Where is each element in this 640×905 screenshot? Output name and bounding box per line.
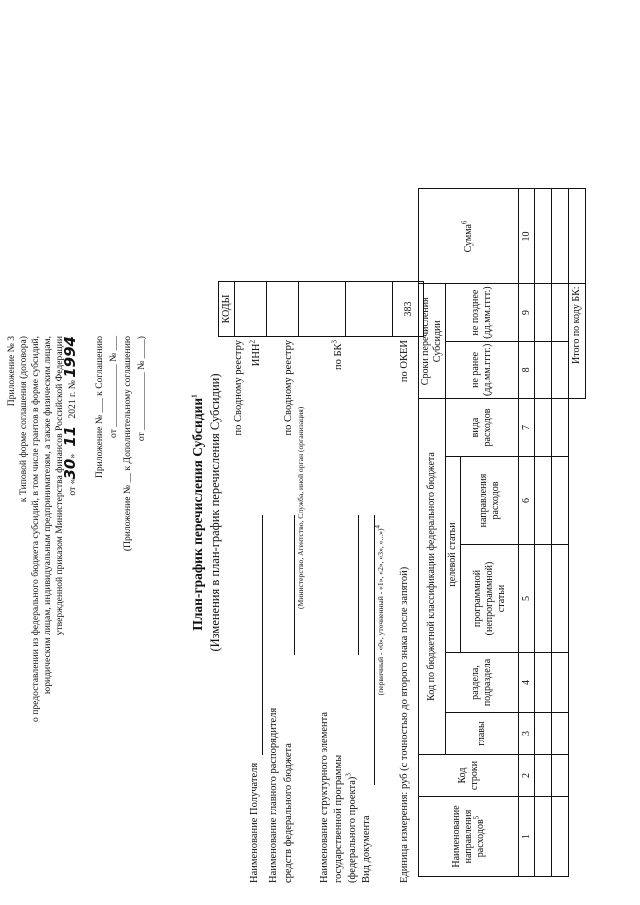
doc-title: План-график перечисления Субсидии$^1$ bbox=[190, 394, 205, 631]
th-program: программной (непрограммной) статьи bbox=[461, 545, 519, 653]
field-element-label-2: государственной программы bbox=[333, 754, 344, 883]
table-row bbox=[535, 189, 552, 877]
table-row bbox=[552, 189, 569, 877]
code-cell-distributor bbox=[299, 282, 346, 337]
field-doctype-label: Вид документа bbox=[361, 815, 372, 883]
th-chapter: главы bbox=[446, 713, 519, 755]
appendix-date: от «30» 11 2021 г. № 1994 bbox=[61, 336, 79, 496]
column-numbers-row: 1 2 3 4 5 6 7 8 9 10 bbox=[519, 189, 535, 877]
attach-line-3: (Приложение № __ к Дополнительному соглашению bbox=[122, 336, 133, 552]
appendix-line-4: юридическим лицам, индивидуальным предпринимателям, а также физическим лицам, bbox=[42, 336, 53, 694]
code-cell-inn bbox=[267, 282, 299, 337]
field-element-label-1: Наименование структурного элемента bbox=[319, 712, 330, 883]
handwritten-day: 30 bbox=[61, 458, 79, 480]
th-terms-group: Сроки перечисления Субсидии bbox=[419, 284, 446, 399]
field-distributor-label-2: средств федерального бюджета bbox=[283, 743, 294, 883]
doc-subtitle: (Изменения в план-график перечисления Субсидии) bbox=[208, 373, 222, 652]
th-section: раздела, подраздела bbox=[446, 653, 519, 713]
th-bk-group: Код по бюджетной классификации федерального бюджета bbox=[419, 399, 446, 755]
appendix-line-5: утвержденной приказом Министерства финансов Российской Федерации bbox=[54, 336, 65, 636]
attach-line-2: от _____________ № ___ bbox=[108, 336, 119, 438]
code-cell-okei: 383 bbox=[393, 282, 424, 337]
th-type: вида расходов bbox=[446, 399, 519, 457]
th-target-group: целевой статьи bbox=[446, 457, 461, 653]
appendix-line-1: Приложение № 3 bbox=[6, 336, 17, 407]
codes-table bbox=[218, 281, 424, 337]
th-direction: направления расходов bbox=[461, 457, 519, 545]
th-name: Наименование направления расходов$^5$ bbox=[419, 797, 519, 877]
field-distributor-label-1: Наименование главного распорядителя bbox=[268, 707, 279, 883]
th-code: Код строки bbox=[419, 755, 519, 797]
total-label: Итого по коду БК: bbox=[569, 284, 586, 399]
th-sum: Сумма$^6$ bbox=[419, 189, 519, 284]
code-cell-bk bbox=[346, 282, 393, 337]
code-cell-recipient bbox=[235, 282, 267, 337]
field-bk: по $БК^3$ bbox=[330, 340, 344, 371]
field-distributor-caption: (Министерство, Агентство, Служба, иной орган (организация) bbox=[296, 406, 305, 609]
field-doctype-caption: (первичный - «0», уточненный - «1», «2», «3», «...»)$^4$ bbox=[373, 525, 385, 696]
field-inn: ИНН$^2$ bbox=[248, 340, 262, 367]
attach-line-1: Приложение № ___ к Соглашению bbox=[94, 336, 105, 479]
attach-line-4: от ____________ № ____) bbox=[136, 336, 147, 442]
field-distributor-right: по Сводному реестру bbox=[283, 340, 294, 436]
th-to: не позднее (дд.мм.гггг.) bbox=[446, 284, 519, 341]
th-from: не ранее (дд.мм.гггг.) bbox=[446, 341, 519, 398]
appendix-line-3: о предоставлении из федерального бюджета субсидий, в том числе грантов в форме субсидий, bbox=[30, 336, 41, 722]
schedule-table bbox=[418, 188, 586, 877]
handwritten-month: 11 bbox=[61, 425, 79, 447]
field-okei: по ОКЕИ bbox=[399, 340, 410, 383]
field-unit-label: Единица измерения: руб (с точностью до второго знака после запятой) bbox=[399, 566, 410, 883]
total-row bbox=[569, 189, 586, 877]
handwritten-number: 1994 bbox=[61, 336, 79, 378]
appendix-line-2: к Типовой форме соглашения (договора) bbox=[18, 336, 29, 503]
total-value bbox=[569, 189, 586, 284]
field-element-label-3: (федерального проекта)$^3$ bbox=[344, 773, 358, 883]
field-recipient-label: Наименование Получателя bbox=[249, 762, 260, 883]
codes-header: КОДЫ bbox=[219, 282, 235, 337]
field-recipient-right: по Сводному реестру bbox=[233, 340, 244, 436]
